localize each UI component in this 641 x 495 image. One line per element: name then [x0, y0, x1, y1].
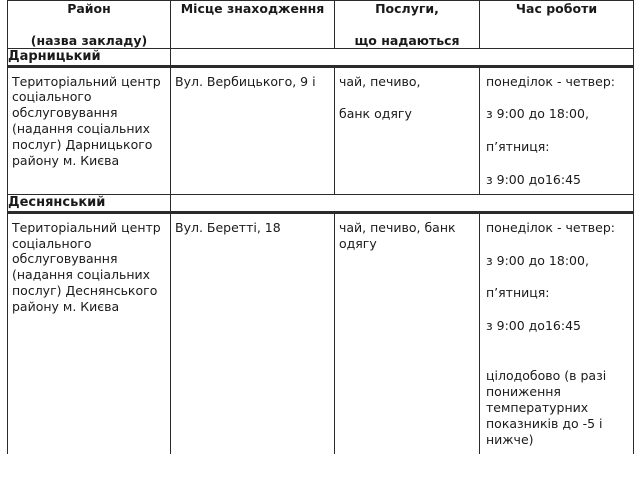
table-row: [8, 212, 634, 453]
header-row: [8, 1, 634, 49]
section-row: [8, 49, 634, 67]
column-header-services: [335, 1, 480, 49]
hours-text: понеділок - четвер:: [486, 219, 616, 235]
column-header-location-line1: Місце знаходження: [180, 1, 325, 16]
section-blank-cell: [171, 49, 634, 67]
hours-note-text: цілодобово (в разі пониження температурних показників до -5 і нижче): [486, 368, 607, 447]
location-text: Вул. Вербицького, 9 і: [175, 73, 316, 89]
table-header: [8, 1, 634, 49]
section-label-district-1: Деснянський: [8, 195, 171, 213]
cell-hours: [480, 66, 634, 195]
service-text: банк одягу: [339, 106, 412, 122]
hours-text: з 9:00 до 18:00,: [486, 106, 589, 122]
facility-table: [7, 0, 634, 454]
column-header-hours-line1: Час роботи: [515, 1, 598, 16]
section-label-district-0: Дарницький: [8, 49, 171, 67]
cell-facility-name: [8, 212, 171, 453]
facility-name-text: Територіальний центр соціального обслуговування (надання соціальних послуг) Дарницького району м. Києва: [12, 73, 161, 168]
column-header-district-line2: (назва закладу): [30, 33, 148, 48]
facility-name-text: Територіальний центр соціального обслуговування (надання соціальних послуг) Деснянського району м. Києва: [12, 219, 161, 315]
service-text: чай, печиво, банк одягу: [339, 219, 456, 251]
cell-location: [171, 212, 335, 453]
hours-text: п’ятниця:: [486, 285, 550, 301]
hours-text: з 9:00 до16:45: [486, 172, 581, 188]
table-body: [8, 49, 634, 454]
cell-hours: [480, 212, 634, 453]
section-row: [8, 195, 634, 213]
hours-text: з 9:00 до 18:00,: [486, 252, 589, 268]
column-header-hours: [480, 1, 634, 49]
column-header-services-line2: що надаються: [354, 33, 460, 48]
cell-services: [335, 212, 480, 453]
column-header-district-line1: Район: [67, 1, 111, 16]
section-blank-cell: [171, 195, 634, 213]
column-header-services-line1: Послуги,: [375, 1, 439, 16]
hours-text: п’ятниця:: [486, 139, 550, 155]
table-row: [8, 66, 634, 195]
service-text: чай, печиво,: [339, 73, 421, 89]
hours-text: з 9:00 до16:45: [486, 318, 581, 334]
column-header-location: [171, 1, 335, 49]
location-text: Вул. Беретті, 18: [175, 219, 281, 235]
cell-services: [335, 66, 480, 195]
cell-facility-name: [8, 66, 171, 195]
column-header-district: [8, 1, 171, 49]
cell-location: [171, 66, 335, 195]
hours-text: понеділок - четвер:: [486, 73, 616, 89]
